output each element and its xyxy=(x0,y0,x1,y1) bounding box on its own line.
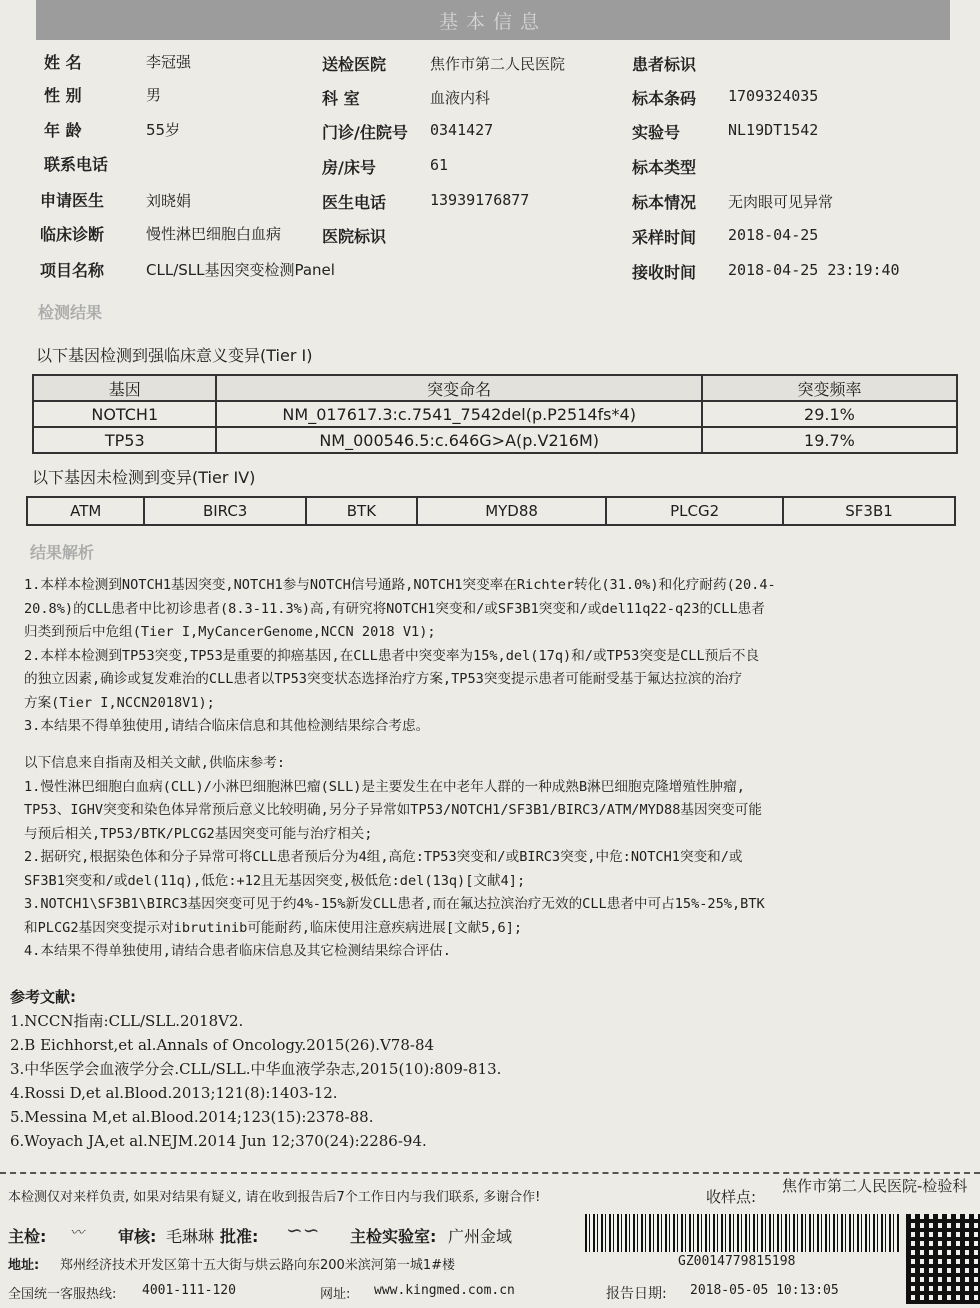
reference-info-line: 2.据研究,根据染色体和分子异常可将CLL患者预后分为4组,高危:TP53突变和/或BIRC3突变,中危:NOTCH1突变和/或 xyxy=(24,849,743,865)
reference-item: 4.Rossi D,et al.Blood.2013;121(8):1403-12. xyxy=(10,1084,338,1102)
diagnosis-value: 慢性淋巴细胞白血病 xyxy=(146,225,282,243)
reference-info-line: 1.慢性淋巴细胞白血病(CLL)/小淋巴细胞淋巴瘤(SLL)是主要发生在中老年人群的一种成熟B淋巴细胞克隆增殖性肿瘤, xyxy=(24,778,745,795)
tier4-table xyxy=(26,496,956,526)
clinic-label: 门诊/住院号 xyxy=(322,123,408,142)
interpretation-line: 3.本结果不得单独使用,请结合临床信息和其他检测结果综合考虑。 xyxy=(24,718,430,734)
gene-cell: ATM xyxy=(27,497,144,525)
reference-item: 3.中华医学会血液学分会.CLL/SLL.中华血液学杂志,2015(10):809-813. xyxy=(10,1060,502,1078)
specimen-status-label: 标本情况 xyxy=(632,193,697,212)
table-row xyxy=(33,401,957,427)
age-value: 55岁 xyxy=(146,121,181,139)
hospital-value: 焦作市第二人民医院 xyxy=(430,55,566,73)
project-label: 项目名称 xyxy=(40,261,105,280)
interpretation-line: 的独立因素,确诊或复发难治的CLL患者以TP53突变状态选择治疗方案,TP53突变提示患者可能耐受基于氟达拉滨的治疗 xyxy=(24,671,743,687)
collection-point: 焦作市第二人民医院-检验科 xyxy=(782,1177,968,1195)
website-label: 网址: xyxy=(320,1287,351,1302)
inspector-signature: 〰 xyxy=(70,1225,84,1241)
references-title: 参考文献: xyxy=(10,988,76,1006)
frequency-cell: 29.1% xyxy=(702,401,957,427)
interpretation-line: 归类到预后中危组(Tier I,MyCancerGenome,NCCN 2018 V1); xyxy=(24,624,436,640)
address: 郑州经济技术开发区第十五大街与烘云路向东200米滨河第一城1#楼 xyxy=(60,1258,455,1273)
interpretation-line: 20.8%)的CLL患者中比初诊患者(8.3-11.3%)高,有研究将NOTCH1突变和/或SF3B1突变和/或del11q22-q23的CLL患者 xyxy=(24,600,765,617)
doctor-phone-label: 医生电话 xyxy=(322,193,387,212)
receive-time-label: 接收时间 xyxy=(632,263,697,282)
patient-id-label: 患者标识 xyxy=(632,55,697,74)
clinic-value: 0341427 xyxy=(430,121,494,139)
qr-code xyxy=(906,1214,980,1304)
gene-cell: NOTCH1 xyxy=(33,401,216,427)
hospital-mark-label: 医院标识 xyxy=(322,227,387,246)
mutation-cell: NM_000546.5:c.646G>A(p.V216M) xyxy=(216,427,701,453)
lab-value: NL19DT1542 xyxy=(728,121,819,139)
diagnosis-label: 临床诊断 xyxy=(40,225,105,244)
sample-time-value: 2018-04-25 xyxy=(728,226,819,244)
gene-cell: MYD88 xyxy=(417,497,606,525)
gene-cell: TP53 xyxy=(33,427,216,453)
reference-info-line: 与预后相关,TP53/BTK/PLCG2基因突变可能与治疗相关; xyxy=(24,825,373,842)
results-section-title: 检测结果 xyxy=(38,303,103,322)
project-value: CLL/SLL基因突变检测Panel xyxy=(146,261,335,279)
sex-value: 男 xyxy=(146,86,162,104)
barcode-number: GZ0014779815198 xyxy=(678,1254,796,1269)
reviewer-name: 毛琳琳 xyxy=(166,1227,215,1246)
reference-item: 6.Woyach JA,et al.NEJM.2014 Jun 12;370(24):2286-94. xyxy=(10,1132,427,1150)
tier1-header-gene: 基因 xyxy=(33,375,216,401)
sex-label: 性 别 xyxy=(44,86,82,105)
hospital-label: 送检医院 xyxy=(322,55,387,74)
receive-time-value: 2018-04-25 23:19:40 xyxy=(728,261,900,279)
gene-cell: SF3B1 xyxy=(783,497,955,525)
interpretation-line: 方案(Tier I,NCCN2018V1); xyxy=(24,694,215,711)
report-date: 2018-05-05 10:13:05 xyxy=(690,1283,839,1298)
name-value: 李冠强 xyxy=(146,53,192,71)
table-row xyxy=(27,497,955,525)
hotline-label: 全国统一客服热线: xyxy=(8,1287,117,1302)
tier1-header-row xyxy=(33,375,957,401)
doctor-phone-value: 13939176877 xyxy=(430,191,530,209)
reference-info-intro: 以下信息来自指南及相关文献,供临床参考: xyxy=(24,755,286,771)
reference-info-line: 4.本结果不得单独使用,请结合患者临床信息及其它检测结果综合评估. xyxy=(24,943,451,959)
reference-info-text xyxy=(24,752,964,964)
reference-info-line: SF3B1突变和/或del(11q),低危:+12且无基因突变,极低危:del(13q)[文献4]; xyxy=(24,872,526,889)
gene-cell: BIRC3 xyxy=(144,497,305,525)
tier1-table xyxy=(32,374,958,454)
report-date-label: 报告日期: xyxy=(606,1286,667,1302)
hotline: 4001-111-120 xyxy=(142,1283,236,1298)
tier4-title: 以下基因未检测到变异(Tier IV) xyxy=(32,468,256,487)
specimen-type-label: 标本类型 xyxy=(632,158,697,177)
disclaimer: 本检测仅对来样负责, 如果对结果有疑义, 请在收到报告后7个工作日内与我们联系, 多谢合作! xyxy=(8,1190,541,1205)
mutation-cell: NM_017617.3:c.7541_7542del(p.P2514fs*4) xyxy=(216,401,701,427)
age-label: 年 龄 xyxy=(44,121,82,140)
specimen-status-value: 无肉眼可见异常 xyxy=(728,193,834,211)
reviewer-label: 审核: xyxy=(118,1227,157,1246)
approver-signature: ∽∽ xyxy=(286,1218,320,1242)
doctor-value: 刘晓娟 xyxy=(146,192,192,210)
frequency-cell: 19.7% xyxy=(702,427,957,453)
footer-divider xyxy=(0,1172,980,1174)
name-label: 姓 名 xyxy=(44,53,82,72)
doctor-label: 申请医生 xyxy=(40,191,105,210)
reference-item: 5.Messina M,et al.Blood.2014;123(15):2378-88. xyxy=(10,1108,374,1126)
lab-name: 广州金域 xyxy=(448,1227,513,1246)
interpretation-line: 2.本样本检测到TP53突变,TP53是重要的抑癌基因,在CLL患者中突变率为15%,del(17q)和/或TP53突变是CLL预后不良 xyxy=(24,647,760,664)
website: www.kingmed.com.cn xyxy=(374,1283,515,1298)
bed-label: 房/床号 xyxy=(322,158,376,177)
interpretation-section-title: 结果解析 xyxy=(30,543,95,562)
reference-item: 1.NCCN指南:CLL/SLL.2018V2. xyxy=(10,1012,244,1030)
reference-item: 2.B Eichhorst,et al.Annals of Oncology.2015(26).V78-84 xyxy=(10,1036,435,1054)
barcode-value: 1709324035 xyxy=(728,87,819,105)
bed-value: 61 xyxy=(430,156,449,174)
reference-info-line: 和PLCG2基因突变提示对ibrutinib可能耐药,临床使用注意疾病进展[文献5,6]; xyxy=(24,919,523,936)
barcode-image xyxy=(585,1214,900,1252)
tier1-title: 以下基因检测到强临床意义变异(Tier I) xyxy=(36,346,313,365)
tier1-header-mutation: 突变命名 xyxy=(216,375,701,401)
lab-label: 主检实验室: xyxy=(350,1227,437,1246)
header-title: 基本信息 xyxy=(36,0,950,40)
sample-time-label: 采样时间 xyxy=(632,228,697,247)
tier1-header-frequency: 突变频率 xyxy=(702,375,957,401)
lab-label: 实验号 xyxy=(632,123,681,142)
dept-label: 科 室 xyxy=(322,89,360,108)
inspector-label: 主检: xyxy=(8,1227,47,1246)
dept-value: 血液内科 xyxy=(430,89,491,107)
interpretation-line: 1.本样本检测到NOTCH1基因突变,NOTCH1参与NOTCH信号通路,NOTCH1突变率在Richter转化(31.0%)和化疗耐药(20.4- xyxy=(24,577,776,593)
approver-label: 批准: xyxy=(220,1227,259,1246)
phone-label: 联系电话 xyxy=(44,155,109,174)
interpretation-text xyxy=(24,574,964,739)
address-label: 地址: xyxy=(8,1258,40,1273)
gene-cell: PLCG2 xyxy=(606,497,783,525)
references xyxy=(10,985,950,1153)
collection-label: 收样点: xyxy=(706,1188,757,1206)
barcode-label: 标本条码 xyxy=(632,89,697,108)
reference-info-line: 3.NOTCH1\SF3B1\BIRC3基因突变可见于约4%-15%新发CLL患者,而在氟达拉滨治疗无效的CLL患者中可占15%-25%,BTK xyxy=(24,896,765,912)
reference-info-line: TP53、IGHV突变和染色体异常预后意义比较明确,另分子异常如TP53/NOTCH1/SF3B1/BIRC3/ATM/MYD88基因突变可能 xyxy=(24,802,762,818)
table-row xyxy=(33,427,957,453)
gene-cell: BTK xyxy=(306,497,417,525)
